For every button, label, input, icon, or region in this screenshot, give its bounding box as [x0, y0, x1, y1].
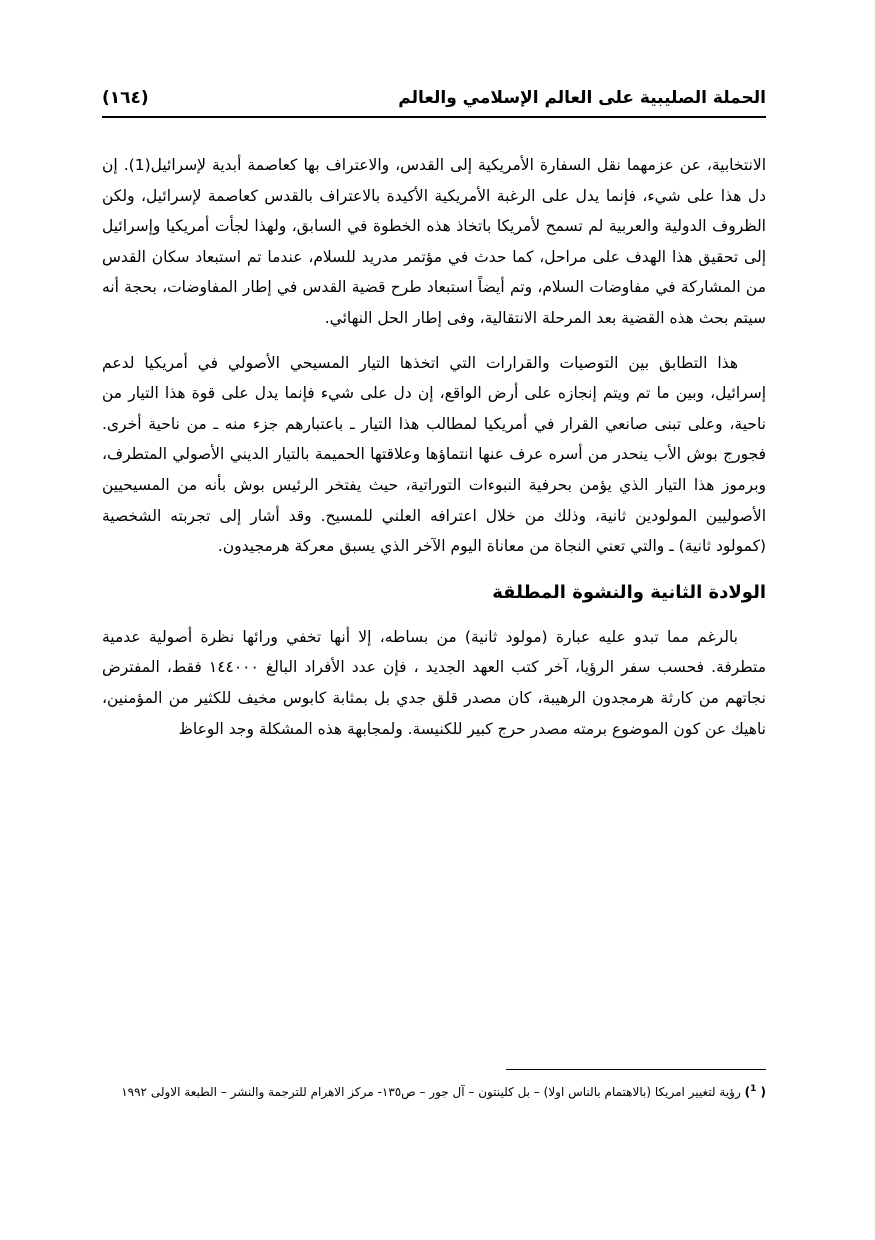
- footnote-marker-open: (: [760, 1085, 766, 1099]
- footnote: [102, 1078, 766, 1104]
- paragraph-3: بالرغم مما تبدو عليه عبارة (مولود ثانية) من بساطه، إلا أنها تخفي ورائها نظرة أصولية عدمية متطرفة. فحسب سفر الرؤيا، آخر كتب العهد الجديد ، فإن عدد الأفراد البالغ ١٤٤٠٠٠ فقط، المفترض نجاتهم من كارثة هرمجدون الرهيبة، كان مصدر قلق جدي بل بمثابة كابوس مخيف للكثير من المؤمنين، ناهيك عن كون الموضوع برمته مصدر حرج كبير للكنيسة. ولمجابهة هذه المشكلة وجد الوعاظ: [102, 627, 766, 738]
- footnote-text: رؤية لتغيير امريكا (بالاهتمام بالناس اولا) – بل كلينتون – آل جور – ص١٣٥- مركز الاهرام للترجمة والنشر – الطبعة الاولى ١٩٩٢: [121, 1085, 741, 1099]
- footnote-divider: [506, 1069, 766, 1070]
- footnote-marker-number: 1: [750, 1084, 757, 1094]
- footnote-marker-close: ): [744, 1085, 751, 1099]
- page-header: [102, 86, 766, 118]
- page-number: (١٦٤): [102, 88, 149, 108]
- paragraph-2: هذا التطابق بين التوصيات والقرارات التي اتخذها التيار المسيحي الأصولي في أمريكيا لدعم إسرائيل، وبين ما تم ويتم إنجازه على أرض الواقع، إن دل على شيء فإنما يدل على قوة هذا التيار من ناحية، وعلى تبنى صانعي القرار في أمريكيا لمطالب هذا التيار ـ باعتبارهم جزء منه ـ من ناحية أخرى. فجورج بوش الأب ينحدر من أسره عرف عنها انتماؤها وعلاقتها الحميمة بالتيار الديني الأصولي المتطرف، وبرموز هذا التيار الذي يؤمن بحرفية النبوءات التوراتية، حيث يفتخر الرئيس بوش بأنه من المسيحيين الأصوليين المولودين ثانية، وذلك من خلال اعترافه العلني للمسيح. وقد أشار إلى تجربته الشخصية (كمولود ثانية) ـ والتي تعني النجاة من معاناة اليوم الآخر الذي يسبق معركة هرمجيدون.: [102, 353, 766, 556]
- section-heading: الولادة الثانية والنشوة المطلقة: [492, 581, 766, 603]
- header-divider: [102, 116, 766, 118]
- main-text: [102, 150, 766, 744]
- paragraph-1: الانتخابية، عن عزمهما نقل السفارة الأمريكية إلى القدس، والاعتراف بها كعاصمة أبدية لإسرائيل(1). إن دل هذا على شيء، فإنما يدل على الرغبة الأمريكية الأكيدة بالاعتراف بالقدس كعاصمة لإسرائيل، ولكن الظروف الدولية والعربية لم تسمح لأمريكا باتخاذ هذه الخطوة في السابق، ولهذا لجأت أمريكيا وإسرائيل إلى تحقيق هذا الهدف على مراحل، كما حدث في مؤتمر مدريد للسلام، عندما تم استبعاد سكان القدس من المشاركة في مفاوضات السلام، وتم أيضاً استبعاد طرح قضية القدس في إطار المفاوضات، بحجة أنه سيتم بحث هذه القضية بعد المرحلة الانتقالية، وفى إطار الحل النهائي.: [102, 156, 767, 327]
- footnote-marker: [745, 1085, 766, 1099]
- running-title: الحملة الصليبية على العالم الإسلامي والعالم: [398, 88, 766, 108]
